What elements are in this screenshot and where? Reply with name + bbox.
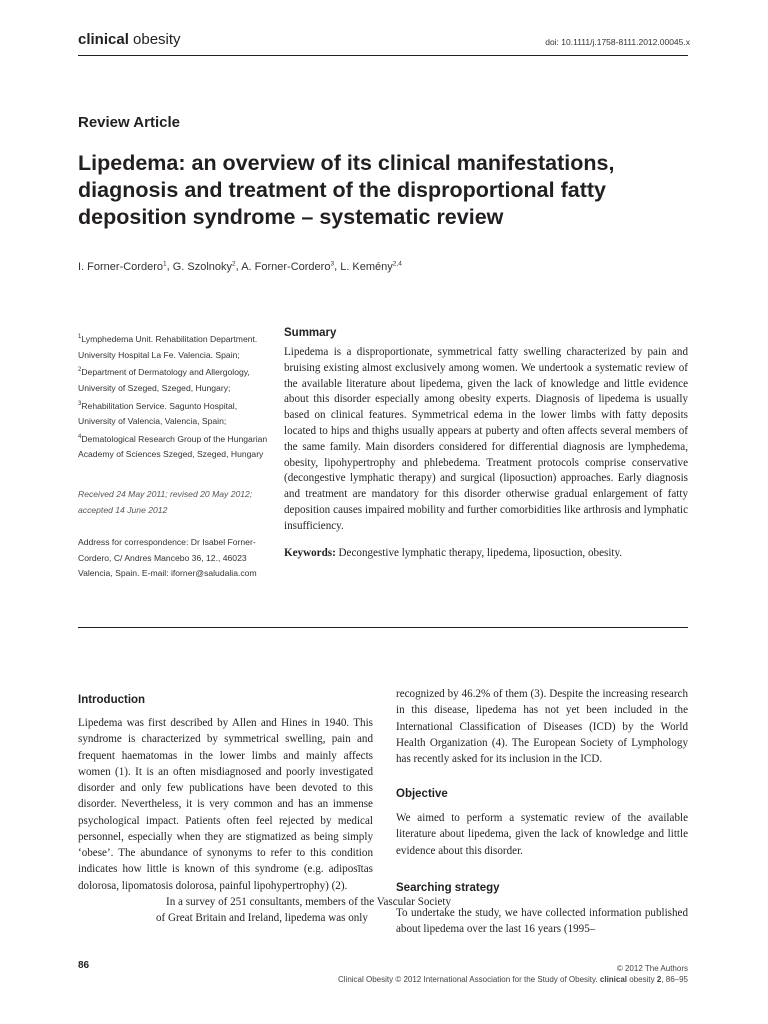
footer-journal-light: obesity	[629, 975, 655, 984]
article-title: Lipedema: an overview of its clinical manifestations, diagnosis and treatment of the disproportional fatty deposition syndrome – systematic review	[78, 151, 615, 229]
journal-name-bold: clinical	[78, 31, 129, 48]
affil-text: Department of Dermatology and Allergology, University of Szeged, Szeged, Hungary;	[78, 367, 250, 393]
introduction-paragraph-3: recognized by 46.2% of them (3). Despite the increasing research in this disease, lipedema has not yet been included in the International Classification of Diseases (ICD) by the World Health Organization (4). The European Society of Lymphology has recently asked for its inclusion in the ICD.	[396, 688, 688, 765]
author	[241, 261, 334, 273]
author-name: L. Kemény	[340, 260, 393, 273]
author-affil-sup: 2,4	[392, 260, 402, 267]
doi[interactable]: doi: 10.1111/j.1758-8111.2012.00045.x	[545, 37, 690, 47]
affil-sup: 3	[78, 400, 82, 407]
affil-sup: 1	[78, 334, 82, 340]
header-rule	[78, 55, 688, 56]
affil-sup: 2	[78, 367, 82, 374]
author-name: I. Forner-Cordero	[78, 260, 163, 273]
journal-name-light: obesity	[133, 31, 181, 48]
journal-name	[78, 31, 181, 48]
objective-body: We aimed to perform a systematic review of the available literature about lipedema, given the lack of knowledge and little evidence about this disorder.	[396, 812, 688, 857]
objective-heading: Objective	[396, 788, 448, 800]
affil-text: Rehabilitation Service. Sagunto Hospital, University of Valencia, Valencia, Spain;	[78, 400, 238, 427]
author-affil-sup: 2	[232, 260, 236, 267]
author-affil-sup: 1	[162, 260, 167, 267]
searching-strategy-heading: Searching strategy	[396, 882, 500, 894]
correspondence-address: Address for correspondence: Dr Isabel Forner-Cordero, C/ Andres Mancebo 36, 12., 46023 Valencia, Spain. E-mail: iforner@saludalia.com	[78, 537, 257, 579]
affil-text: Lymphedema Unit. Rehabilitation Department. University Hospital La Fe. Valencia. Spain;	[78, 333, 258, 360]
footer-citation-prefix: Clinical Obesity © 2012 International Association for the Study of Obesity.	[337, 975, 598, 984]
introduction-paragraph-2: In a survey of 251 consultants, members of the Vascular Society of Great Britain and Ireland, lipedema was only	[156, 895, 451, 924]
author	[173, 261, 236, 273]
footer-copyright: © 2012 The Authors	[616, 964, 688, 973]
keywords	[284, 546, 688, 562]
searching-strategy-body: To undertake the study, we have collected information published about lipedema over the last 16 years (1995–	[396, 907, 688, 936]
section-rule	[78, 627, 688, 628]
summary-heading: Summary	[284, 327, 337, 339]
affil-sup: 4	[78, 433, 82, 440]
introduction-paragraph-1: Lipedema was first described by Allen and Hines in 1940. This syndrome is characterized by symmetrical swelling, pain and frequent haematomas in the lower limbs and mainly affects women (1). It is an often misdiagnosed and poorly investigated disorder and only few publications have been devoted to this disorder. Nevertheless, it is very common and has an immense psychological impact. Patients often feel rejected by medical personnel, especially when they are stigmatized as being simply ‘obese’. The abundance of synonyms to refer to this condition indicates how little is known of this syndrome (e.g. adiposītas dolorosa, lipomatosis dolorosa, painful lipohypertrophy) (2).	[78, 717, 373, 892]
author-name: G. Szolnoky	[172, 260, 233, 273]
page-number: 86	[78, 960, 90, 971]
author	[78, 261, 167, 273]
author-affil-sup: 3	[330, 260, 335, 267]
summary-body: Lipedema is a disproportionate, symmetrical fatty swelling characterized by pain and bruising existing almost exclusively among women. We undertook a systematic review of the available literature about lipedema, given the lack of knowledge and little evidence about this disorder especially among obesity experts. Diagnosis of lipedema is usually based on clinical features. Symmetrical edema in the lower limbs with fatty deposits located to hips and thighs usually appears at puberty and often affects several members of the same family. Main disorders considered for differential diagnosis are lymphedema, obesity, lipohypertrophy and phlebedema. Treatment protocols comprise conservative (decongestive lymphatic therapy) and surgical (liposuction) approaches. Early diagnosis and treatment are mandatory for this disorder otherwise gradual enlargement of fatty deposition causes impaired mobility and further comorbidities like arthrosis and lymphatic insufficiency.	[284, 346, 688, 532]
affiliations	[78, 330, 270, 463]
footer-pages: , 86–95	[661, 975, 688, 984]
received-dates: Received 24 May 2011; revised 20 May 2012; accepted 14 June 2012	[78, 489, 253, 515]
keywords-label: Keywords:	[284, 547, 336, 559]
footer-journal-bold: clinical	[599, 975, 628, 984]
introduction-heading: Introduction	[78, 694, 146, 706]
affil-text: Dematological Research Group of the Hungarian Academy of Sciences Szeged, Szeged, Hungary	[78, 433, 268, 460]
article-type: Review Article	[78, 114, 180, 131]
footer-volume: 2	[656, 975, 662, 984]
author-list: I. Forner-Cordero$^1$, G. Szolnoky$^2$, A. Forner-Cordero$^3$, L. Kemény$^{2,4}$	[78, 260, 402, 273]
author-name: A. Forner-Cordero	[241, 260, 331, 273]
footer-citation	[338, 975, 688, 984]
author	[340, 261, 402, 273]
keywords-text: Decongestive lymphatic therapy, lipedema, liposuction, obesity.	[338, 547, 623, 559]
